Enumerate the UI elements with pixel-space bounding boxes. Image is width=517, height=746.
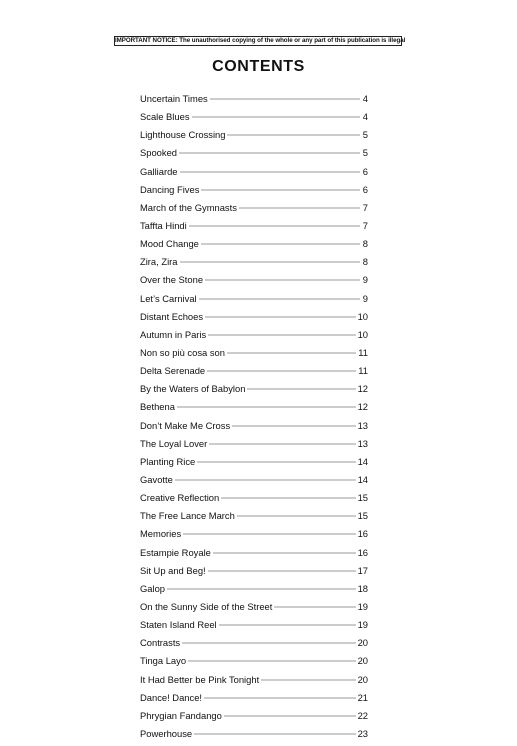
entry-page-number: 16 [357,546,368,558]
contents-entry [140,692,368,710]
contents-entry [140,547,368,565]
dot-leader [261,679,355,681]
entry-title: Taffta Hindi [140,219,187,231]
dot-leader [207,370,356,372]
dot-leader [177,406,356,408]
dot-leader [227,352,356,354]
contents-entry [140,710,368,728]
dot-leader [189,225,360,227]
contents-entry [140,383,368,401]
contents-entry [140,220,368,238]
entry-title: Over the Stone [140,274,204,286]
entry-title: The Free Lance March [140,510,235,522]
entry-page-number: 14 [357,473,368,485]
dot-leader [199,298,360,300]
entry-page-number: 13 [357,437,368,449]
entry-title: Non so più cosa son [140,346,225,358]
dot-leader [180,261,361,263]
contents-entry [140,674,368,692]
contents-entry [140,619,368,637]
contents-entry [140,365,368,383]
entry-page-number: 13 [357,419,368,431]
contents-entry [140,474,368,492]
dot-leader [209,443,355,445]
entry-title: Creative Reflection [140,492,220,504]
entry-page-number: 5 [362,147,368,159]
entry-title: Uncertain Times [140,93,208,104]
contents-entry [140,347,368,365]
contents-entry [140,274,368,292]
entry-page-number: 7 [362,201,368,213]
dot-leader [194,733,355,735]
entry-title: By the Waters of Babylon [140,383,246,395]
dot-leader [210,98,360,100]
entry-title: On the Sunny Side of the Street [140,600,273,612]
dot-leader [208,570,356,572]
entry-page-number: 20 [357,637,368,649]
dot-leader [188,660,356,662]
entry-title: Sit Up and Beg! [140,564,206,576]
entry-page-number: 4 [362,93,368,104]
dot-leader [167,588,356,590]
entry-title: Mood Change [140,238,199,250]
entry-page-number: 9 [362,292,368,304]
contents-entry [140,93,368,111]
entry-page-number: 18 [357,582,368,594]
dot-leader [204,697,356,699]
contents-entry [140,202,368,220]
entry-page-number: 20 [357,673,368,685]
dot-leader [205,316,356,318]
entry-page-number: 12 [357,383,368,395]
entry-page-number: 17 [357,564,368,576]
entry-title: Don’t Make Me Cross [140,419,231,431]
dot-leader [227,134,360,136]
entry-page-number: 21 [357,691,368,703]
entry-page-number: 11 [358,346,368,358]
entry-title: Estampie Royale [140,546,211,558]
entry-page-number: 12 [357,401,368,413]
entry-title: Spooked [140,147,178,159]
contents-entry [140,456,368,474]
contents-entry [140,147,368,165]
entry-page-number: 7 [362,219,368,231]
contents-entry [140,565,368,583]
entry-page-number: 23 [357,727,368,739]
entry-title: Delta Serenade [140,365,206,377]
entry-title: Dancing Fives [140,183,200,195]
dot-leader [201,243,360,245]
contents-entry [140,528,368,546]
dot-leader [237,515,356,517]
entry-title: Distant Echoes [140,310,204,322]
entry-title: The Loyal Lover [140,437,208,449]
entry-page-number: 16 [357,528,368,540]
contents-entry [140,492,368,510]
dot-leader [201,189,360,191]
contents-entry [140,583,368,601]
entry-title: Memories [140,528,182,540]
entry-title: Powerhouse [140,727,193,739]
contents-entry [140,438,368,456]
entry-page-number: 6 [362,165,368,177]
entry-page-number: 4 [362,111,368,123]
contents-entry [140,111,368,129]
entry-page-number: 14 [357,455,368,467]
contents-entry [140,510,368,528]
contents-entry [140,184,368,202]
contents-entry [140,728,368,746]
dot-leader [224,715,356,717]
dot-leader [239,207,360,209]
entry-title: Planting Rice [140,455,196,467]
contents-entry [140,238,368,256]
entry-page-number: 5 [362,129,368,141]
entry-page-number: 15 [357,510,368,522]
entry-page-number: 19 [357,619,368,631]
entry-page-number: 11 [358,365,368,377]
entry-page-number: 6 [362,183,368,195]
entry-title: Phrygian Fandango [140,709,222,721]
entry-title: Dance! Dance! [140,691,203,703]
entry-title: Contrasts [140,637,181,649]
dot-leader [274,606,355,608]
dot-leader [183,533,355,535]
entry-title: Let’s Carnival [140,292,197,304]
entry-title: Staten Island Reel [140,619,217,631]
contents-list [140,93,368,746]
copyright-notice: IMPORTANT NOTICE: The unauthorised copying of the whole or any part of this publication is illegal [115,37,406,44]
entry-page-number: 20 [357,655,368,667]
entry-page-number: 8 [362,256,368,268]
dot-leader [219,624,356,626]
entry-page-number: 8 [362,238,368,250]
entry-title: March of the Gymnasts [140,201,237,213]
contents-entry [140,401,368,419]
dot-leader [179,152,360,154]
entry-title: It Had Better be Pink Tonight [140,673,260,685]
entry-title: Galop [140,582,166,594]
contents-entry [140,420,368,438]
contents-entry [140,655,368,673]
entry-title: Tinga Layo [140,655,187,667]
entry-title: Lighthouse Crossing [140,129,226,141]
entry-title: Gavotte [140,473,173,485]
entry-page-number: 22 [357,709,368,721]
entry-title: Bethena [140,401,175,413]
dot-leader [205,279,360,281]
dot-leader [175,479,356,481]
entry-page-number: 9 [362,274,368,286]
dot-leader [182,642,355,644]
contents-entry [140,311,368,329]
dot-leader [197,461,355,463]
entry-title: Galliarde [140,165,178,177]
dot-leader [192,116,360,118]
dot-leader [213,552,356,554]
entry-page-number: 15 [357,492,368,504]
entry-title: Zira, Zira [140,256,178,268]
page-title: CONTENTS [212,58,305,75]
contents-entry [140,637,368,655]
contents-entry [140,166,368,184]
contents-entry [140,601,368,619]
dot-leader [208,334,355,336]
entry-page-number: 10 [357,310,368,322]
contents-entry [140,129,368,147]
contents-entry [140,329,368,347]
dot-leader [180,171,360,173]
contents-entry [140,293,368,311]
dot-leader [247,388,355,390]
entry-page-number: 19 [357,600,368,612]
dot-leader [232,425,355,427]
contents-entry [140,256,368,274]
dot-leader [221,497,355,499]
entry-title: Autumn in Paris [140,328,207,340]
entry-title: Scale Blues [140,111,190,123]
entry-page-number: 10 [357,328,368,340]
